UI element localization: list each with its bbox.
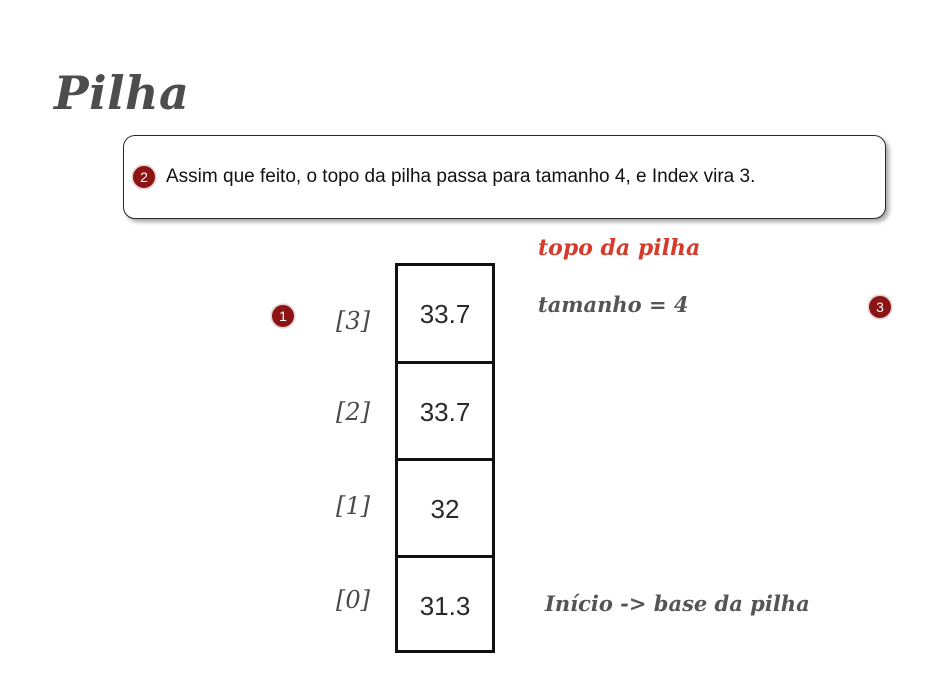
step-badge-3: 3: [868, 295, 892, 319]
stack-diagram: [395, 263, 495, 653]
stack-size-label: tamanho = 4: [538, 292, 689, 317]
step-badge-1: 1: [271, 304, 295, 328]
callout-box: [123, 135, 886, 219]
stack-index-0: [0]: [336, 586, 370, 614]
stack-index-1: [1]: [336, 492, 370, 520]
stack-base-label: Início -> base da pilha: [545, 591, 810, 616]
stack-index-3: [3]: [336, 307, 370, 335]
callout-text: Assim que feito, o topo da pilha passa para tamanho 4, e Index vira 3.: [166, 166, 756, 187]
stack-index-2: [2]: [336, 398, 370, 426]
stack-cell-1: 32: [430, 493, 460, 524]
stack-cell-0: 31.3: [419, 590, 471, 621]
stack-cell-2: 33.7: [419, 396, 471, 427]
slide-title: Pilha: [54, 66, 190, 120]
step-badge-2: 2: [132, 165, 156, 189]
top-of-stack-label: topo da pilha: [538, 235, 701, 261]
stack-cell-3: 33.7: [419, 298, 471, 329]
